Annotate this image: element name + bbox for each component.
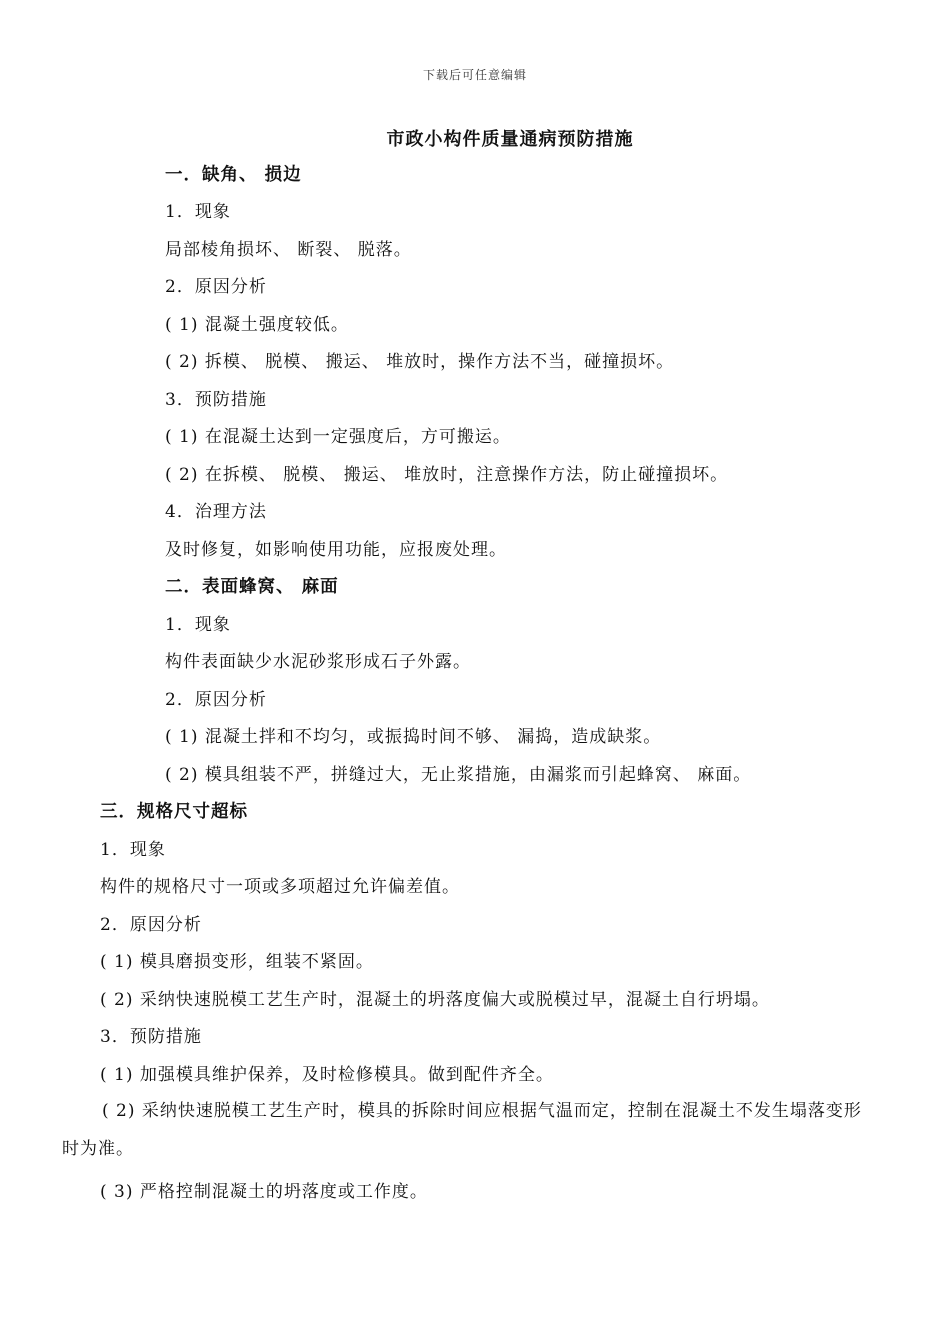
section-3-sub-2-item-1: ( 1) 模具磨损变形，组装不紧固。 bbox=[100, 952, 374, 972]
header-note: 下载后可任意编辑 bbox=[422, 68, 527, 82]
section-1-sub-3-item-2: ( 2) 在拆模、 脱模、 搬运、 堆放时，注意操作方法，防止碰撞损坏。 bbox=[165, 465, 729, 485]
section-3-sub-3-item-2: ( 2) 采纳快速脱模工艺生产时，模具的拆除时间应根据气温而定，控制在混凝土不发生塌落变形时为准。 bbox=[62, 1101, 862, 1159]
section-3-sub-2-label: 2．原因分析 bbox=[100, 915, 202, 935]
section-3-sub-3-item-1: ( 1) 加强模具维护保养，及时检修模具。做到配件齐全。 bbox=[100, 1065, 554, 1085]
section-1-sub-4-text: 及时修复，如影响使用功能，应报废处理。 bbox=[165, 540, 507, 560]
section-2-heading: 二．表面蜂窝、 麻面 bbox=[165, 577, 339, 597]
section-2-sub-1-label: 1．现象 bbox=[165, 615, 231, 635]
section-2-sub-2-label: 2．原因分析 bbox=[165, 690, 267, 710]
section-1-sub-3-label: 3．预防措施 bbox=[165, 390, 267, 410]
section-1-sub-1-text: 局部棱角损坏、 断裂、 脱落。 bbox=[165, 240, 412, 260]
section-1-sub-2-item-2: ( 2) 拆模、 脱模、 搬运、 堆放时，操作方法不当，碰撞损坏。 bbox=[165, 352, 675, 372]
section-3-sub-1-text: 构件的规格尺寸一项或多项超过允许偏差值。 bbox=[100, 877, 460, 897]
document-title: 市政小构件质量通病预防措施 bbox=[386, 129, 634, 150]
section-1-heading: 一．缺角、 损边 bbox=[165, 165, 302, 185]
section-1-sub-2-label: 2．原因分析 bbox=[165, 277, 267, 297]
section-3-heading: 三．规格尺寸超标 bbox=[100, 802, 248, 822]
section-2-sub-2-item-2: ( 2) 模具组装不严，拼缝过大，无止浆措施，由漏浆而引起蜂窝、 麻面。 bbox=[165, 765, 752, 785]
section-1-sub-2-item-1: ( 1) 混凝土强度较低。 bbox=[165, 315, 349, 335]
section-1-sub-3-item-1: ( 1) 在混凝土达到一定强度后，方可搬运。 bbox=[165, 427, 511, 447]
section-3-sub-3-label: 3．预防措施 bbox=[100, 1027, 202, 1047]
section-3-sub-3-item-3: ( 3) 严格控制混凝土的坍落度或工作度。 bbox=[100, 1182, 428, 1202]
section-1-sub-1-label: 1．现象 bbox=[165, 202, 231, 222]
section-2-sub-1-text: 构件表面缺少水泥砂浆形成石子外露。 bbox=[165, 652, 471, 672]
section-1-sub-4-label: 4．治理方法 bbox=[165, 502, 267, 522]
section-3-sub-1-label: 1．现象 bbox=[100, 840, 166, 860]
section-3-sub-2-item-2: ( 2) 采纳快速脱模工艺生产时，混凝土的坍落度偏大或脱模过早，混凝土自行坍塌。 bbox=[100, 990, 770, 1010]
section-2-sub-2-item-1: ( 1) 混凝土拌和不均匀，或振捣时间不够、 漏捣，造成缺浆。 bbox=[165, 727, 662, 747]
